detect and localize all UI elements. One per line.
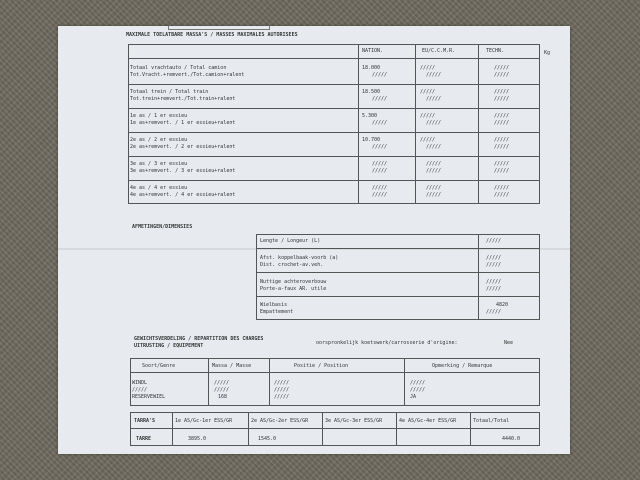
mass-value: ///// (494, 192, 510, 198)
tare-value: 4440.0 (502, 436, 521, 442)
registration-document (58, 26, 570, 454)
mass-value: ///// (420, 89, 436, 95)
top-tab (168, 26, 270, 30)
dimension-value: ///// (486, 238, 502, 244)
dimension-value: ///// (486, 279, 502, 285)
dimension-value: 4820 (496, 302, 509, 308)
dimension-value: ///// (486, 309, 502, 315)
dimension-label: Nuttige achteroverbouw (260, 279, 327, 285)
dimension-label: Dist. crochet-av.veh. (260, 262, 324, 268)
mass-value: ///// (494, 168, 510, 174)
mass-value: ///// (372, 161, 388, 167)
dimension-value: ///// (486, 255, 502, 261)
origin-value: Nee (504, 340, 514, 346)
mass-value: 5.300 (362, 113, 378, 119)
mass-value: ///// (494, 120, 510, 126)
tare-header: Totaal/Total (473, 418, 510, 424)
mass-row-label: 2e as+remvert. / 2 er essieu+ralent (130, 144, 236, 150)
mass-value: ///// (426, 120, 442, 126)
tare-value: 3895.0 (188, 436, 207, 442)
mass-value: ///// (494, 161, 510, 167)
mass-value: ///// (494, 185, 510, 191)
equipment-title: UITRUSTING / EQUIPEMENT (134, 343, 204, 349)
mass-value: ///// (426, 161, 442, 167)
mass-row-label: 1e as+remvert. / 1 er essieu+ralent (130, 120, 236, 126)
max-masses-title: MAXIMALE TOELATBARE MASSA'S / MASSES MAXIMALES AUTORISEES (126, 32, 298, 38)
equipment-cell: ///// (132, 387, 148, 393)
mass-row-label: 1e as / 1 er essieu (130, 113, 188, 119)
equipment-cell: JA (410, 394, 417, 400)
equipment-cell: ///// (274, 394, 290, 400)
col-header-massa: Massa / Masse (212, 363, 252, 369)
col-header-techn: TECHN. (486, 48, 505, 54)
equipment-cell: WINDL (132, 380, 148, 386)
mass-value: 18.500 (362, 89, 381, 95)
mass-row-label: Totaal vrachtauto / Total camion (130, 65, 227, 71)
tare-header: 1e AS/Gc-1er ESS/GR (175, 418, 233, 424)
mass-value: ///// (372, 192, 388, 198)
mass-value: ///// (426, 168, 442, 174)
distribution-title: GEWICHTSVERDELING / REPARTITION DES CHARGES (134, 336, 264, 342)
dimension-value: ///// (486, 286, 502, 292)
equipment-cell: ///// (410, 387, 426, 393)
equipment-cell: ///// (274, 387, 290, 393)
mass-row-label: 4e as+remvert. / 4 er essieu+ralent (130, 192, 236, 198)
mass-value: ///// (494, 65, 510, 71)
mass-row-label: 4e as / 4 er essieu (130, 185, 188, 191)
mass-row-label: 3e as+remvert. / 3 er essieu+ralent (130, 168, 236, 174)
origin-label: oorspronkelijk koetswerk/carrosserie d'origine: (316, 340, 458, 346)
mass-value: ///// (494, 72, 510, 78)
equipment-cell: ///// (410, 380, 426, 386)
mass-row-label: Tot.trein+remvert./Tot.train+ralent (130, 96, 236, 102)
mass-value: ///// (494, 89, 510, 95)
dimension-label: Porte-a-faux AR. utile (260, 286, 327, 292)
tare-value: 1545.0 (258, 436, 277, 442)
col-header-nation: NATION. (362, 48, 384, 54)
mass-value: ///// (372, 185, 388, 191)
tare-header: 2e AS/Gc-2er ESS/GR (251, 418, 309, 424)
dimensions-title: AFMETINGEN/DIMENSIES (132, 224, 193, 230)
tare-header: 3e AS/Gc-3er ESS/GR (325, 418, 383, 424)
tare-header: TARRA'S (134, 418, 156, 424)
dimension-label: Afst. koppelbaak-voorb (a) (260, 255, 339, 261)
mass-value: ///// (372, 72, 388, 78)
mass-value: ///// (494, 144, 510, 150)
mass-value: ///// (420, 65, 436, 71)
col-header-positie: Positie / Position (294, 363, 349, 369)
mass-row-label: 2e as / 2 er essieu (130, 137, 188, 143)
col-header-soort: Soort/Genre (142, 363, 176, 369)
mass-value: ///// (420, 137, 436, 143)
mass-row-label: Totaal trein / Total train (130, 89, 209, 95)
mass-row-label: Tot.Vracht.+remvert./Tot.camion+ralent (130, 72, 245, 78)
equipment-cell: 168 (218, 394, 228, 400)
dimension-value: ///// (486, 262, 502, 268)
dimension-label: Wielbasis (260, 302, 288, 308)
mass-value: ///// (426, 96, 442, 102)
mass-value: ///// (426, 185, 442, 191)
mass-value: ///// (372, 120, 388, 126)
equipment-cell: ///// (274, 380, 290, 386)
equipment-cell: RESERVEWIEL (132, 394, 166, 400)
mass-value: ///// (372, 168, 388, 174)
mass-value: ///// (494, 96, 510, 102)
mass-row-label: 3e as / 3 er essieu (130, 161, 188, 167)
dimension-label: Lengte / Longeur (L) (260, 238, 321, 244)
mass-value: 18.000 (362, 65, 381, 71)
mass-value: ///// (494, 137, 510, 143)
col-header-opmerking: Opmerking / Remarque (432, 363, 493, 369)
mass-value: ///// (494, 113, 510, 119)
dimension-label: Empattement (260, 309, 294, 315)
col-header-eu: EU/C.C.M.R. (422, 48, 456, 54)
mass-value: 10.700 (362, 137, 381, 143)
tare-header: 4e AS/Gc-4er ESS/GR (399, 418, 457, 424)
equipment-cell: ///// (214, 387, 230, 393)
tare-row-label: TARRE (136, 436, 152, 442)
mass-value: ///// (420, 113, 436, 119)
mass-value: ///// (372, 96, 388, 102)
mass-value: ///// (426, 72, 442, 78)
mass-value: ///// (426, 144, 442, 150)
mass-value: ///// (372, 144, 388, 150)
mass-value: ///// (426, 192, 442, 198)
equipment-cell: ///// (214, 380, 230, 386)
unit-label: Kg (544, 50, 551, 56)
